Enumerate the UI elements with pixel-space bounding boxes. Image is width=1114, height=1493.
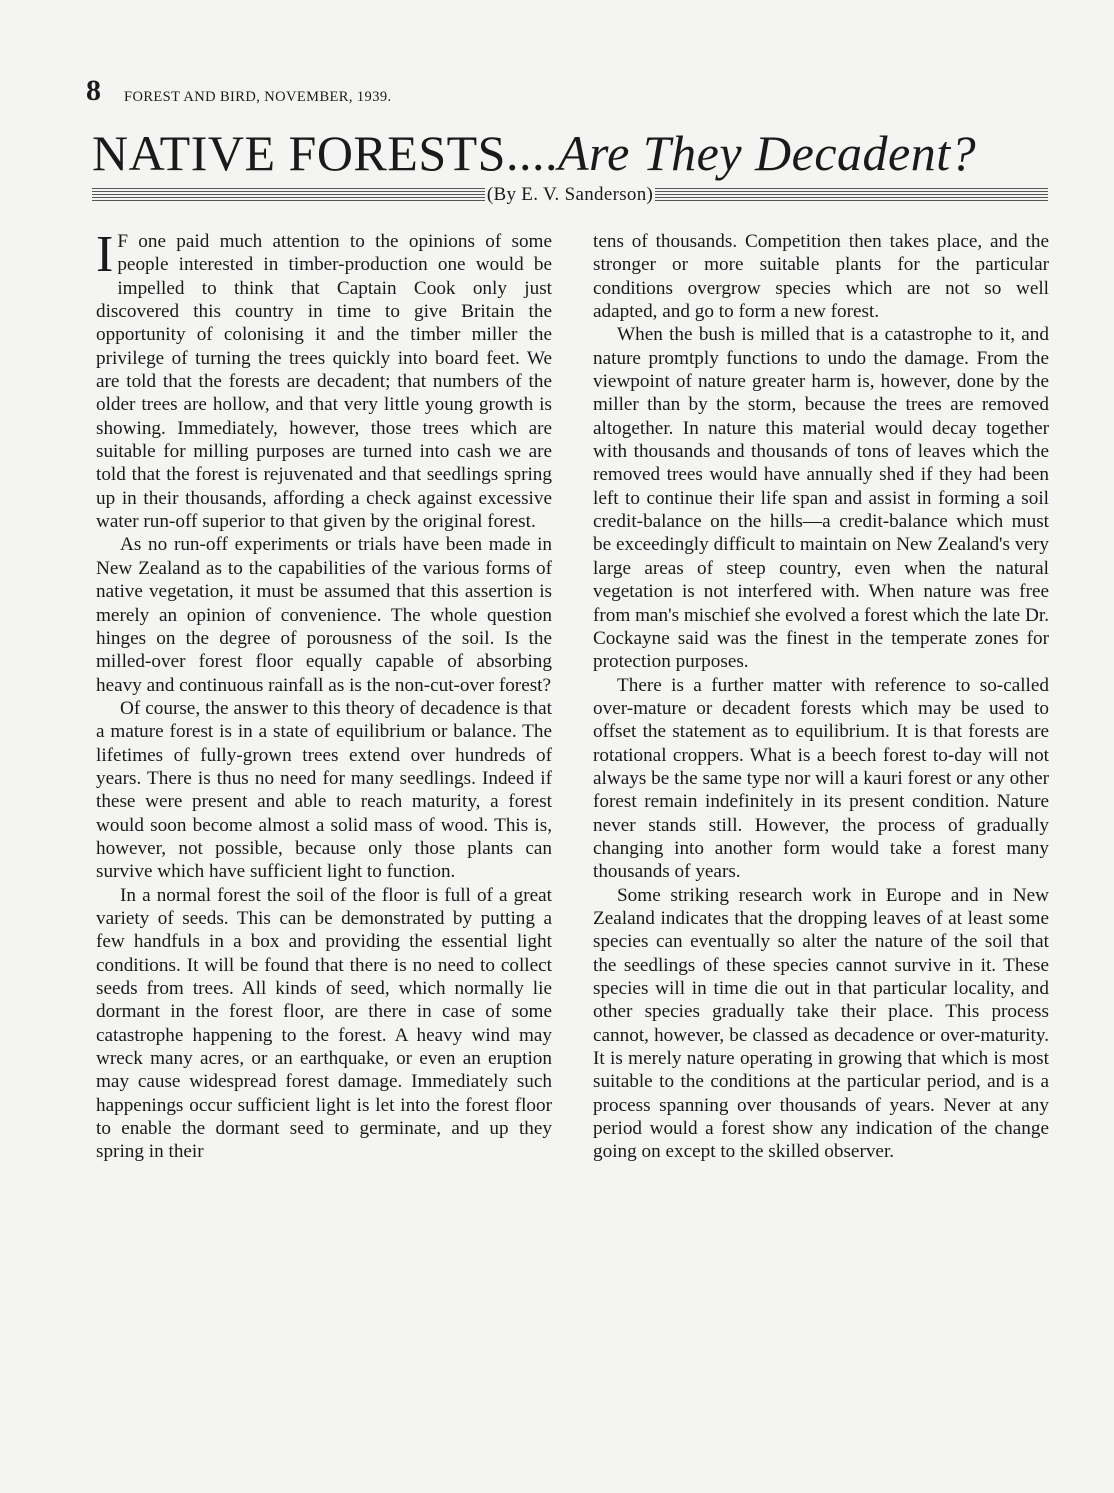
column-right bbox=[593, 230, 1049, 1164]
article-title bbox=[92, 118, 1052, 188]
paragraph: Of course, the answer to this theory of decadence is that a mature forest is in a state of equilibrium or balance. The lifetimes of fully-grown trees extend over hundreds of years. There is thus no need for many seedlings. Indeed if these were present and able to reach maturity, a forest would soon become almost a solid mass of wood. This is, however, not possible, because only those plants can survive which have sufficient light to function. bbox=[96, 697, 552, 883]
byline-row bbox=[92, 184, 1048, 206]
drop-cap: I bbox=[96, 226, 114, 283]
title-italic: Are They Decadent? bbox=[557, 125, 977, 181]
byline: (By E. V. Sanderson) bbox=[486, 184, 654, 205]
decorative-rule-left bbox=[92, 188, 485, 202]
running-head: FOREST AND BIRD, NOVEMBER, 1939. bbox=[124, 89, 392, 105]
column-left bbox=[96, 226, 552, 1164]
paragraph: There is a further matter with reference to so-called over-mature or decadent forests which may be used to offset the statement as to equilibrium. It is that forests are rotational croppers. What is a beech forest to-day will not always be the same type nor will a kauri forest or any other forest remain indefinitely in its present condition. Nature never stands still. However, the process of gradually changing into another form would take a forest many thousands of years. bbox=[593, 674, 1049, 883]
title-main: NATIVE FORESTS.... bbox=[92, 125, 558, 181]
paragraph: Some striking research work in Europe and in New Zealand indicates that the dropping leaves of at least some species can eventually so alter the nature of the soil that the seedlings of these species cannot survive in it. These species will in time die out in that particular locality, and other species gradually take their place. This process cannot, however, be classed as decadence or over-maturity. It is merely nature operating in growing that which is most suitable to the conditions at the particular period, and is a process spanning over thousands of years. Never at any period would a forest show any indication of the change going on except to the skilled observer. bbox=[593, 884, 1049, 1163]
paragraph: When the bush is milled that is a catastrophe to it, and nature promtply functions to undo the damage. From the viewpoint of nature greater harm is, however, done by the miller than by the storm, because the trees are removed altogether. In nature this material would decay together with thousands and thousands of tons of leaves which the removed trees would have annually shed if they had been left to continue their life span and assist in forming a soil credit-balance on the hills—a credit-balance which must be exceedingly difficult to maintain on New Zealand's very large areas of steep country, even when the natural vegetation is not interfered with. When nature was free from man's mischief she evolved a forest which the late Dr. Cockayne said was the finest in the temperate zones for protection purposes. bbox=[593, 324, 1049, 673]
page-number: 8 bbox=[86, 74, 101, 107]
paragraph-text: F one paid much attention to the opinions of some people interested in timber-production one would be impelled to think that Captain Cook only just discovered this country in time to give Britain the opportunity of colonising it and the timber miller the privilege of turning the trees quickly into board feet. We are told that the forests are decadent; that numbers of the older trees are hollow, and that very little young growth is showing. Immediately, however, those trees which are suitable for milling purposes are turned into cash we are told that the forest is rejuvenated and that seedlings spring up in their thousands, affording a check against excessive water run-off superior to that given by the original forest. bbox=[96, 231, 552, 533]
paragraph: In a normal forest the soil of the floor is full of a great variety of seeds. This can be demonstrated by putting a few handfuls in a box and providing the essential light conditions. It will be found that there is no need to collect seeds from trees. All kinds of seed, which normally lie dormant in the forest floor, are there in case of some catastrophe happening to the forest. A heavy wind may wreck many acres, or an earthquake, or even an eruption may cause widespread forest damage. Immediately such happenings occur sufficient light is let into the forest floor to enable the dormant seed to germinate, and up they spring in their bbox=[96, 884, 552, 1163]
paragraph bbox=[96, 226, 552, 533]
paragraph: tens of thousands. Competition then takes place, and the stronger or more suitable plants for the particular conditions overgrow species which are not so well adapted, and go to form a new forest. bbox=[593, 231, 1049, 323]
decorative-rule-right bbox=[655, 188, 1048, 202]
paragraph: As no run-off experiments or trials have been made in New Zealand as to the capabilities of the various forms of native vegetation, it must be assumed that this assertion is merely an opinion of convenience. The whole question hinges on the degree of porousness of the soil. Is the milled-over forest floor equally capable of absorbing heavy and continuous rainfall as is the non-cut-over forest? bbox=[96, 534, 552, 696]
